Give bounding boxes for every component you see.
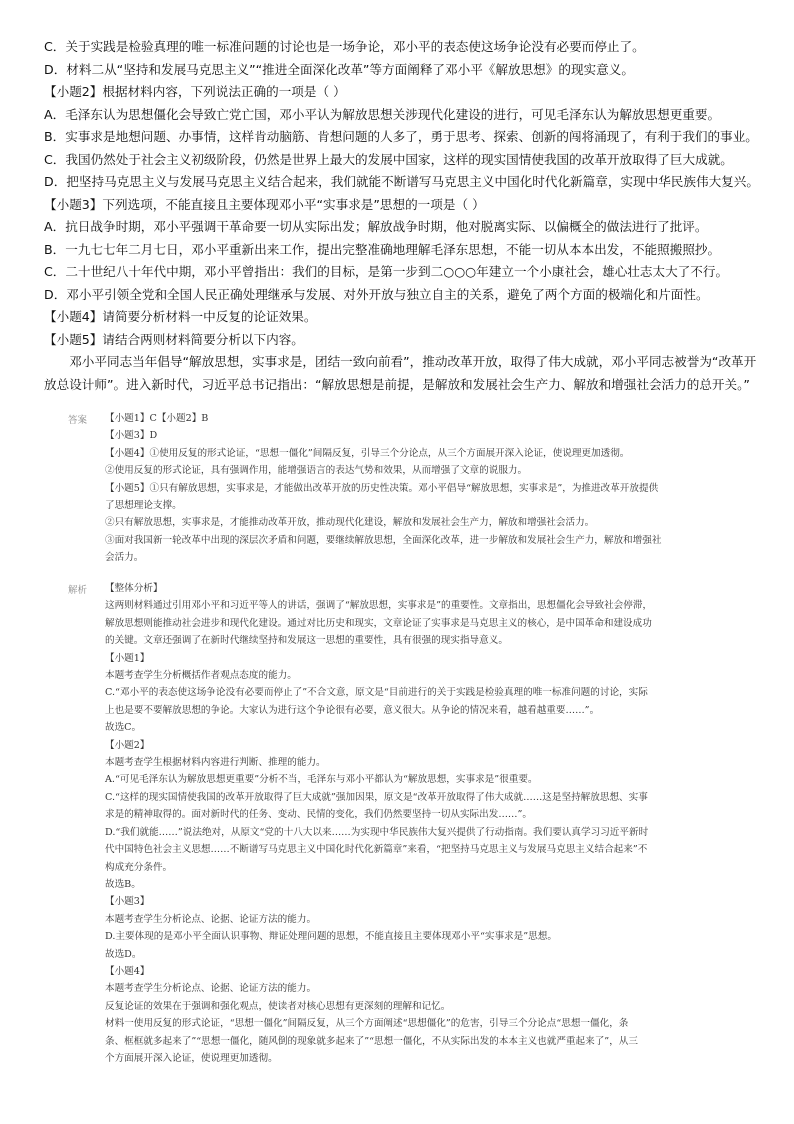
answer-line: 【小题1】C【小题2】B (105, 413, 209, 424)
analysis-line: 上也是要不要解放思想的争论。大家认为进行这个争论很有必要，意义很大。从争论的情况来看，越看越重要……”。 (105, 704, 600, 716)
analysis-line: 解放思想则能推动社会进步和现代化建设。通过对比历史和现实，文章论证了实事求是马克思主义的核心，是中国革命和建设成功 (105, 617, 652, 629)
analysis-line: 本题考查学生根据材料内容进行判断、推理的能力。 (105, 757, 326, 769)
question-2-option-c: C．我国仍然处于社会主义初级阶段，仍然是世界上最大的发展中国家，这样的现实国情使我国的改革开放取得了巨大成就。 (44, 151, 733, 167)
analysis-line: 【小题1】 (105, 652, 150, 664)
question-2-option-a: A．毛泽东认为思想僵化会导致亡党亡国，邓小平认为解放思想关涉现代化建设的进行，可见毛泽东认为解放思想更重要。 (44, 106, 721, 122)
question-3-option-c: C．二十世纪八十年代中期，邓小平曾指出：我们的目标，是第一步到二○○○年建立一个小康社会，雄心壮志太大了不行。 (44, 264, 729, 279)
question-4-stem: 【小题4】请简要分析材料一中反复的论证效果。 (44, 309, 317, 324)
analysis-line: 【小题4】 (105, 965, 150, 977)
question-3-option-d: D．邓小平引领全党和全国人民正确处理继承与发展、对外开放与独立自主的关系，避免了两个方面的极端化和片面性。 (44, 286, 709, 302)
answer-label: 答案 (68, 415, 88, 426)
analysis-line: 反复论证的效果在于强调和强化观点，使读者对核心思想有更深刻的理解和记忆。 (105, 1000, 451, 1012)
analysis-line: 【小题3】 (105, 896, 150, 908)
quote-paragraph: 邓小平同志当年倡导“解放思想，实事求是，团结一致向前看”，推动改革开放，取得了伟大成就，邓小平同志被誉为“改革开放总设计师”。进入新时代，习近平总书记指出：“解放思想是前提，是解放和发展社会生产力、解放和增强社会活力的总开关。” (44, 354, 757, 392)
answer-line: 【小题5】①只有解放思想，实事求是，才能做出改革开放的历史性决策。邓小平倡导“解放思想，实事求是”，为推进改革开放提供 (105, 482, 659, 494)
analysis-line: 求是的精神取得的。面对新时代的任务、变动、民情的变化，我们仍然要坚持一切从实际出发……”。 (105, 809, 533, 821)
analysis-line: 本题考查学生分析论点、论据、论证方法的能力。 (105, 983, 317, 995)
answer-line: ③面对我国新一轮改革中出现的深层次矛盾和问题，要继续解放思想，全面深化改革，进一步解放和发展社会生产力，解放和增强社 (105, 534, 662, 546)
analysis-line: 代中国特色社会主义思想……不断谱写马克思主义中国化时代化新篇章”来看，“把坚持马克思主义与发展马克思主义结合起来”不 (105, 844, 648, 856)
question-5-stem: 【小题5】请结合两则材料简要分析以下内容。 (44, 331, 304, 347)
analysis-line: 材料一使用反复的形式论证，“思想一僵化”间隔反复，从三个方面阐述“思想僵化”的危害，引导三个分论点“思想一僵化，条 (105, 1018, 629, 1030)
analysis-line: 【整体分析】 (105, 583, 163, 594)
analysis-line: 构成充分条件。 (105, 861, 173, 873)
analysis-line: 故选C。 (105, 722, 142, 734)
analysis-label: 解析 (68, 585, 88, 596)
answer-line: ②只有解放思想，实事求是，才能推动改革开放，推动现代化建设，解放和发展社会生产力，解放和增强社会活力。 (105, 517, 595, 529)
answer-line: 【小题3】D (105, 430, 158, 442)
question-3-option-a: A．抗日战争时期，邓小平强调干革命要一切从实际出发；解放战争时期，他对脱离实际、以偏概全的做法进行了批评。 (44, 219, 708, 234)
analysis-line: 本题考查学生分析论点、论据、论证方法的能力。 (105, 913, 317, 925)
analysis-line: 这两则材料通过引用邓小平和习近平等人的讲话，强调了“解放思想，实事求是”的重要性。文章指出，思想僵化会导致社会停滞， (105, 600, 653, 612)
question-2-option-b: B．实事求是地想问题、办事情，这样肯动脑筋、肯想问题的人多了，勇于思考、探索、创新的闯将涌现了，有利于我们的事业。 (44, 129, 758, 144)
analysis-line: 故选B。 (105, 878, 141, 890)
answer-line: 【小题4】①使用反复的形式论证，“思想一僵化”间隔反复，引导三个分论点，从三个方面展开深入论证，使说理更加透彻。 (105, 447, 630, 459)
analysis-line: 个方面展开深入论证，使说理更加透彻。 (105, 1052, 278, 1064)
analysis-line: 条、框框就多起来了”“思想一僵化，随风倒的现象就多起来了”“思想一僵化，不从实际出发的本本主义也就严重起来了”，从三 (105, 1035, 638, 1047)
question-section (44, 36, 766, 396)
question-3-option-b: B．一九七七年二月七日，邓小平重新出来工作，提出完整准确地理解毛泽东思想，不能一切从本本出发，不能照搬照抄。 (44, 241, 721, 257)
analysis-line: 【小题2】 (105, 739, 150, 751)
analysis-line: 故选D。 (105, 948, 142, 960)
question-3-stem: 【小题3】下列选项，不能直接且主要体现邓小平“实事求是”思想的一项是（ ） (44, 196, 485, 212)
question-2-option-d: D．把坚持马克思主义与发展马克思主义结合起来，我们就能不断谱写马克思主义中国化时代化新篇章，实现中华民族伟大复兴。 (44, 174, 759, 189)
analysis-line: D.主要体现的是邓小平全面认识事物、辩证处理问题的思想，不能直接且主要体现邓小平“实事求是”思想。 (105, 931, 557, 943)
analysis-line: A.“可见毛泽东认为解放思想更重要”分析不当，毛泽东与邓小平都认为“解放思想，实事求是”很重要。 (105, 774, 538, 786)
analysis-line: 的关键。文章还强调了在新时代继续坚持和发展这一思想的重要性，具有很强的现实指导意义。 (105, 635, 508, 647)
analysis-section (0, 580, 794, 1067)
answer-section (0, 410, 794, 567)
analysis-line: C.“这样的现实国情使我国的改革开放取得了巨大成就”强加因果，原文是“改革开放取得了伟大成就……这是坚持解放思想、实事 (105, 791, 648, 803)
analysis-line: C.“邓小平的表态使这场争论没有必要而停止了”不合文意，原文是“目前进行的关于实践是检验真理的唯一标准问题的讨论，实际 (105, 687, 648, 699)
analysis-line: D.“我们就能……”说法绝对，从原文“党的十八大以来……为实现中华民族伟大复兴提供了行动指南。我们要认真学习习近平新时 (105, 826, 649, 838)
answer-line: ②使用反复的形式论证，具有强调作用，能增强语言的表达气势和效果，从而增强了文章的说服力。 (105, 465, 528, 477)
answer-line: 会活力。 (105, 552, 144, 564)
option-c-text: C．关于实践是检验真理的唯一标准问题的讨论也是一场争论，邓小平的表态使这场争论没有必要而停止了。 (44, 39, 645, 54)
option-d-text: D．材料二从“坚持和发展马克思主义”“推进全面深化改革”等方面阐释了邓小平《解放思想》的现实意义。 (44, 61, 634, 77)
answer-line: 了思想理论支撑。 (105, 500, 182, 512)
question-2-stem: 【小题2】根据材料内容，下列说法正确的一项是（ ） (44, 84, 346, 99)
analysis-line: 本题考查学生分析概括作者观点态度的能力。 (105, 670, 297, 682)
